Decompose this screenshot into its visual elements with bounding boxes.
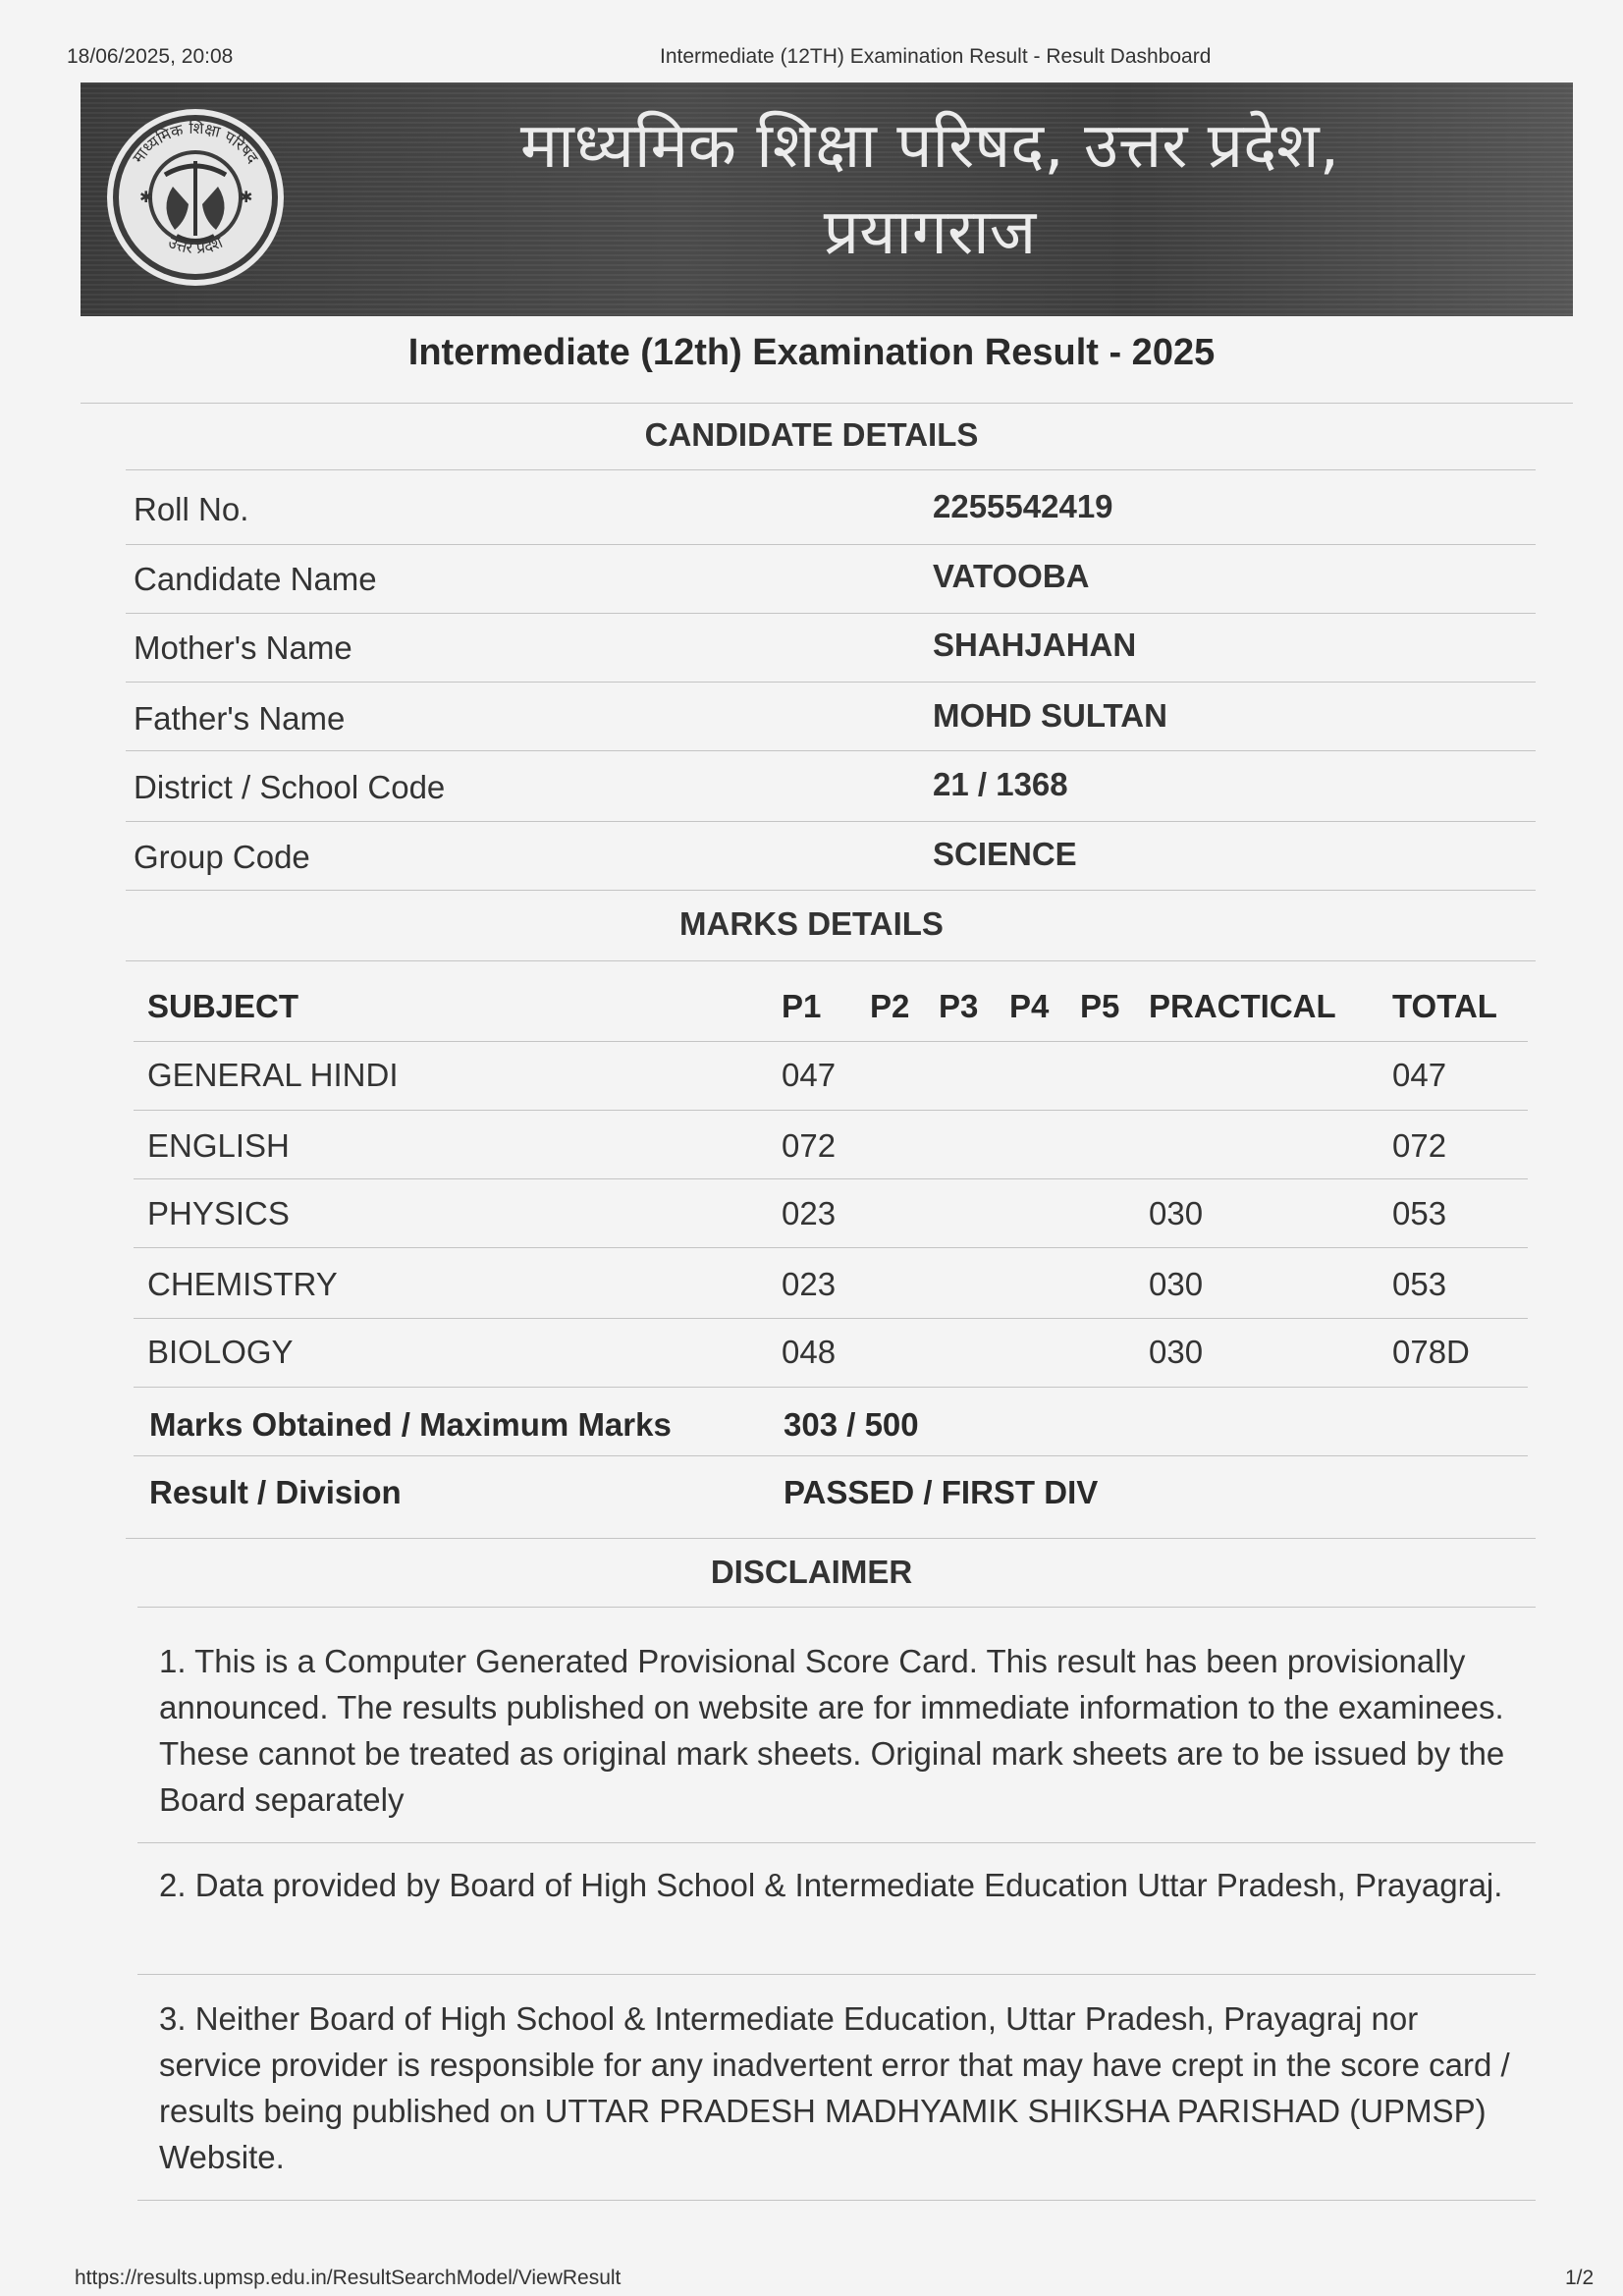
marks-obtained-value: 303 / 500 (784, 1406, 919, 1443)
practical-cell: 030 (1149, 1195, 1204, 1231)
divider (137, 1974, 1536, 1975)
subject-cell: CHEMISTRY (147, 1266, 338, 1302)
divider (137, 1842, 1536, 1843)
divider (134, 1247, 1528, 1248)
col-p4: P4 (1009, 988, 1050, 1024)
banner-heading-line2: प्रयागराज (823, 196, 1037, 269)
divider (137, 2200, 1536, 2201)
divider (126, 960, 1536, 961)
candidate-name-label: Candidate Name (134, 561, 377, 597)
p1-cell: 023 (782, 1266, 837, 1302)
mother-name-value: SHAHJAHAN (933, 627, 1137, 663)
subject-cell: ENGLISH (147, 1127, 290, 1164)
roll-no-label: Roll No. (134, 491, 249, 527)
total-cell: 053 (1392, 1266, 1447, 1302)
upmsp-seal-icon (104, 106, 287, 289)
print-datetime: 18/06/2025, 20:08 (67, 45, 234, 68)
divider (126, 1538, 1536, 1539)
disclaimer-item-2: 2. Data provided by Board of High School & Intermediate Education Uttar Pradesh, Prayagraj. (159, 1867, 1503, 1903)
total-cell: 053 (1392, 1195, 1447, 1231)
p1-cell: 023 (782, 1195, 837, 1231)
total-cell: 047 (1392, 1057, 1447, 1093)
divider (134, 1041, 1528, 1042)
divider (126, 469, 1536, 470)
result-division-value: PASSED / FIRST DIV (784, 1474, 1099, 1510)
page-title: Intermediate (12th) Examination Result - 2025 (407, 332, 1216, 373)
school-code-label: District / School Code (134, 769, 446, 805)
divider (126, 750, 1536, 751)
print-page-number: 1/2 (1565, 2267, 1595, 2289)
print-header (67, 45, 1559, 79)
school-code-value: 21 / 1368 (933, 766, 1068, 802)
col-p5: P5 (1080, 988, 1120, 1024)
col-total: TOTAL (1392, 988, 1497, 1024)
result-division-label: Result / Division (149, 1474, 402, 1510)
candidate-name-value: VATOOBA (933, 558, 1090, 594)
father-name-value: MOHD SULTAN (933, 697, 1167, 734)
marks-obtained-label: Marks Obtained / Maximum Marks (149, 1406, 672, 1443)
svg-text:✱: ✱ (139, 188, 153, 206)
group-code-value: SCIENCE (933, 836, 1077, 872)
group-code-label: Group Code (134, 839, 310, 875)
subject-cell: PHYSICS (147, 1195, 290, 1231)
seal-top-text: माध्यमिक शिक्षा परिषद (129, 118, 263, 167)
p1-cell: 072 (782, 1127, 837, 1164)
svg-text:✱: ✱ (240, 188, 253, 206)
disclaimer-item-1: 1. This is a Computer Generated Provisional Score Card. This result has been provisionally announced. The results published on website are for immediate information to the examinees. These cannot be treated as original mark sheets. Original mark sheets are to be issued by the Board separately (159, 1643, 1505, 1818)
divider (134, 1178, 1528, 1179)
print-url: https://results.upmsp.edu.in/ResultSearchModel/ViewResult (75, 2267, 622, 2289)
banner-heading-line1: माध्यमिक शिक्षा परिषद, उत्तर प्रदेश, (519, 110, 1340, 183)
p1-cell: 048 (782, 1334, 837, 1370)
print-page-title: Intermediate (12TH) Examination Result - Result Dashboard (660, 45, 1212, 68)
divider (126, 613, 1536, 614)
practical-cell: 030 (1149, 1266, 1204, 1302)
father-name-label: Father's Name (134, 700, 346, 737)
board-banner (81, 82, 1573, 316)
roll-no-value: 2255542419 (933, 488, 1113, 524)
col-p2: P2 (870, 988, 910, 1024)
divider (137, 1607, 1536, 1608)
total-cell: 078D (1392, 1334, 1470, 1370)
marks-details-heading: MARKS DETAILS (679, 905, 944, 942)
col-subject: SUBJECT (147, 988, 299, 1024)
divider (134, 1110, 1528, 1111)
divider (134, 1387, 1528, 1388)
divider (126, 890, 1536, 891)
disclaimer-item-3: 3. Neither Board of High School & Intermediate Education, Uttar Pradesh, Prayagraj nor service provider is responsible for any inadvertent error that may have crept in the score card / results being published on UTTAR PRADESH MADHYAMIK SHIKSHA PARISHAD (UPMSP) Website. (159, 2000, 1510, 2175)
p1-cell: 047 (782, 1057, 837, 1093)
divider (126, 544, 1536, 545)
practical-cell: 030 (1149, 1334, 1204, 1370)
total-cell: 072 (1392, 1127, 1447, 1164)
col-p1: P1 (782, 988, 822, 1024)
mother-name-label: Mother's Name (134, 629, 352, 666)
divider (134, 1455, 1528, 1456)
subject-cell: GENERAL HINDI (147, 1057, 399, 1093)
divider (134, 1318, 1528, 1319)
candidate-details-heading: CANDIDATE DETAILS (644, 416, 979, 453)
subject-cell: BIOLOGY (147, 1334, 294, 1370)
disclaimer-heading: DISCLAIMER (710, 1554, 913, 1590)
divider (81, 403, 1573, 404)
divider (126, 682, 1536, 683)
col-p3: P3 (939, 988, 979, 1024)
divider (126, 821, 1536, 822)
col-practical: PRACTICAL (1149, 988, 1336, 1024)
seal-bottom-text: उत्तर प्रदेश (165, 232, 226, 258)
